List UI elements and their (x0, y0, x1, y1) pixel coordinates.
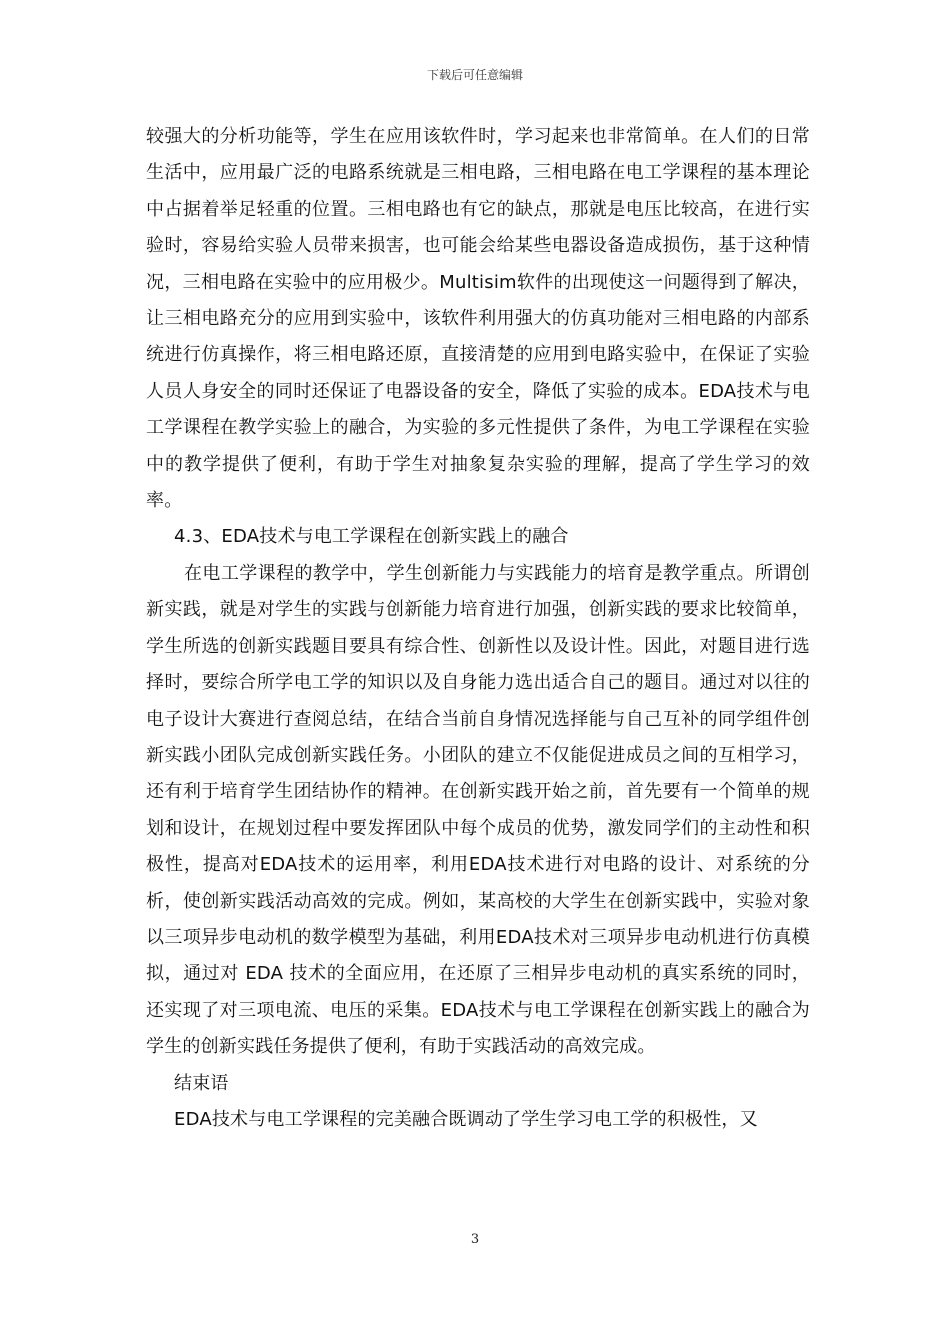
page-header: 下载后可任意编辑 (426, 68, 523, 82)
paragraph-conclusion: EDA技术与电工学课程的完美融合既调动了学生学习电工学的积极性，又 (174, 1108, 758, 1130)
section-heading-4-3: 4.3、EDA技术与电工学课程在创新实践上的融合 (174, 526, 569, 548)
document-body (146, 119, 810, 1138)
paragraph-innovation-practice: 在电工学课程的教学中，学生创新能力与实践能力的培育是教学重点。所谓创新实践，就是对学生的实践与创新能力培育进行加强，创新实践的要求比较简单，学生所选的创新实践题目要具有综合性、创新性以及设计性。因此，对题目进行选择时，要综合所学电工学的知识以及自身能力选出适合自己的题目。通过对以往的电子设计大赛进行查阅总结，在结合当前自身情况选择能与自己互补的同学组件创新实践小团队完成创新实践任务。小团队的建立不仅能促进成员之间的互相学习，还有利于培育学生团结协作的精神。在创新实践开始之前，首先要有一个简单的规划和设计，在规划过程中要发挥团队中每个成员的优势，激发同学们的主动性和积极性，提高对EDA技术的运用率，利用EDA技术进行对电路的设计、对系统的分析，使创新实践活动高效的完成。例如，某高校的大学生在创新实践中，实验对象以三项异步电动机的数学模型为基础，利用EDA技术对三项异步电动机进行仿真模拟，通过对 EDA 技术的全面应用，在还原了三相异步电动机的真实系统的同时，还实现了对三项电流、电压的采集。EDA技术与电工学课程在创新实践上的融合为学生的创新实践任务提供了便利，有助于实践活动的高效完成。 (146, 562, 810, 1058)
section-heading-conclusion: 结束语 (174, 1072, 229, 1094)
page-number: 3 (470, 1232, 480, 1247)
paragraph-continuation: 较强大的分析功能等，学生在应用该软件时，学习起来也非常简单。在人们的日常生活中，应用最广泛的电路系统就是三相电路，三相电路在电工学课程的基本理论中占据着举足轻重的位置。三相电路也有它的缺点，那就是电压比较高，在进行实验时，容易给实验人员带来损害，也可能会给某些电器设备造成损伤，基于这种情况，三相电路在实验中的应用极少。Multisim软件的出现使这一问题得到了解决，让三相电路充分的应用到实验中，该软件利用强大的仿真功能对三相电路的内部系统进行仿真操作，将三相电路还原，直接清楚的应用到电路实验中，在保证了实验人员人身安全的同时还保证了电器设备的安全，降低了实验的成本。EDA技术与电工学课程在教学实验上的融合，为实验的多元性提供了条件，为电工学课程在实验中的教学提供了便利，有助于学生对抽象复杂实验的理解，提高了学生学习的效率。 (146, 126, 810, 512)
